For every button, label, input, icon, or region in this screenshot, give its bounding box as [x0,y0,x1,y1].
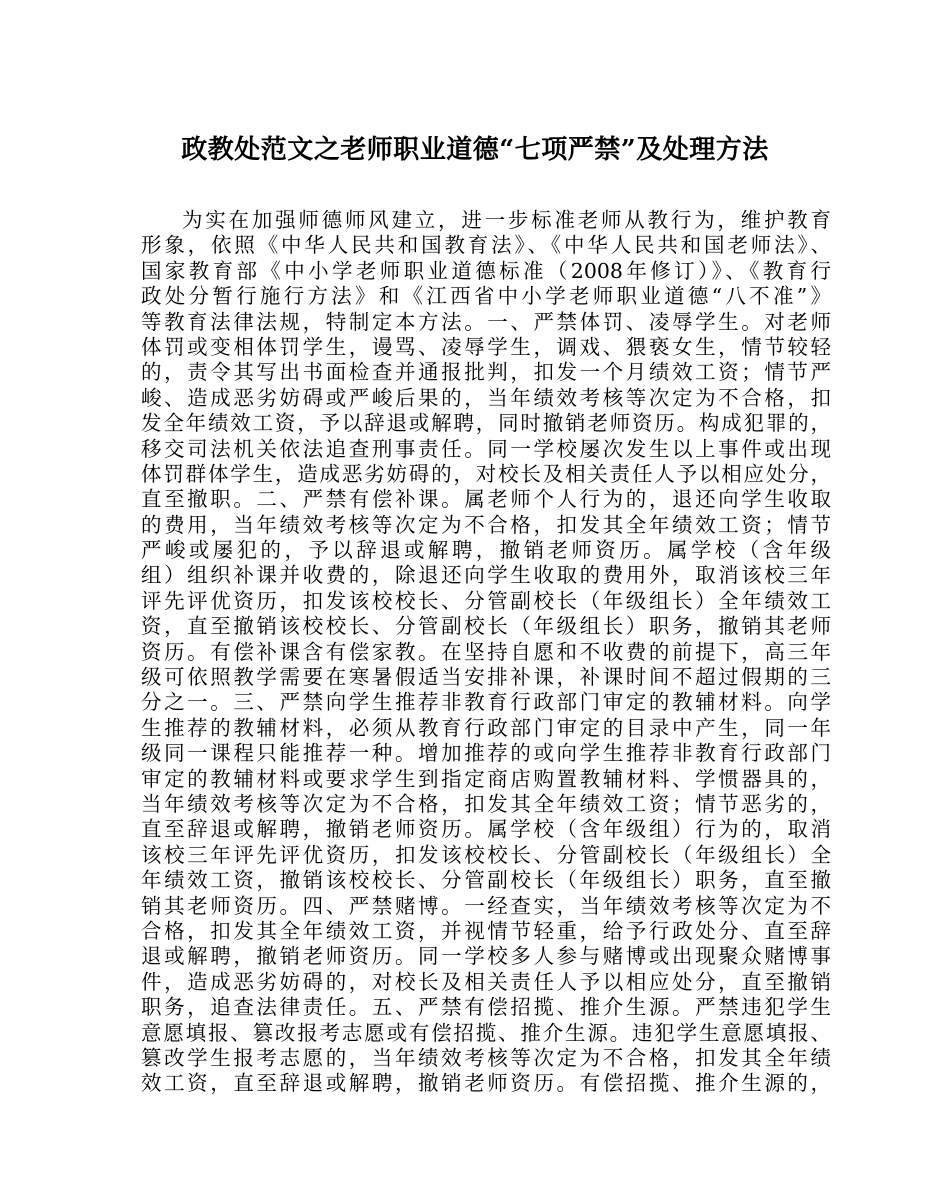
paragraph-line: 政处分暂行施行方法》和《江西省中小学老师职业道德“八不准”》 [141,284,831,309]
paragraph-line: 体罚或变相体罚学生，谩骂、凌辱学生，调戏、猥亵女生，情节较轻 [141,334,831,359]
paragraph-line: 分之一。三、严禁向学生推荐非教育行政部门审定的教辅材料。向学 [141,690,831,715]
paragraph-line: 严峻或屡犯的，予以辞退或解聘，撤销老师资历。属学校（含年级 [141,538,831,563]
paragraph-line: 当年绩效考核等次定为不合格，扣发其全年绩效工资；情节恶劣的， [141,791,831,816]
paragraph-line: 的，责令其写出书面检查并通报批判，扣发一个月绩效工资；情节严 [141,360,831,385]
paragraph-line: 峻、造成恶劣妨碍或严峻后果的，当年绩效考核等次定为不合格，扣 [141,385,831,410]
paragraph-line: 职务，追查法律责任。五、严禁有偿招揽、推介生源。严禁违犯学生 [141,995,831,1020]
paragraph-line: 的费用，当年绩效考核等次定为不合格，扣发其全年绩效工资；情节 [141,512,831,537]
paragraph-line: 国家教育部《中小学老师职业道德标准（2008年修订）》、《教育行 [141,258,831,283]
paragraph-line: 效工资，直至辞退或解聘，撤销老师资历。有偿招揽、推介生源的， [141,1071,831,1096]
paragraph-line: 形象，依照《中华人民共和国教育法》、《中华人民共和国老师法》、 [141,233,831,258]
paragraph-line: 直至撤职。二、严禁有偿补课。属老师个人行为的，退还向学生收取 [141,487,831,512]
paragraph-line: 意愿填报、篡改报考志愿或有偿招揽、推介生源。违犯学生意愿填报、 [141,1020,831,1045]
paragraph-line: 篡改学生报考志愿的，当年绩效考核等次定为不合格，扣发其全年绩 [141,1045,831,1070]
paragraph-line: 退或解聘，撤销老师资历。同一学校多人参与赌博或出现聚众赌博事 [141,944,831,969]
paragraph-line: 组）组织补课并收费的，除退还向学生收取的费用外，取消该校三年 [141,563,831,588]
paragraph-line: 资历。有偿补课含有偿家教。在坚持自愿和不收费的前提下，高三年 [141,639,831,664]
paragraph-line: 合格，扣发其全年绩效工资，并视情节轻重，给予行政处分、直至辞 [141,918,831,943]
paragraph-line: 直至辞退或解聘，撤销老师资历。属学校（含年级组）行为的，取消 [141,817,831,842]
paragraph-line: 审定的教辅材料或要求学生到指定商店购置教辅材料、学惯器具的， [141,766,831,791]
paragraph-line: 等教育法律法规，特制定本方法。一、严禁体罚、凌辱学生。对老师 [141,309,831,334]
paragraph-line: 体罚群体学生，造成恶劣妨碍的，对校长及相关责任人予以相应处分， [141,461,831,486]
paragraph-line: 件，造成恶劣妨碍的，对校长及相关责任人予以相应处分，直至撤销 [141,969,831,994]
paragraph-line: 资，直至撤销该校校长、分管副校长（年级组长）职务，撤销其老师 [141,614,831,639]
paragraph-line: 为实在加强师德师风建立，进一步标准老师从教行为，维护教育 [182,208,831,232]
paragraph-line: 发全年绩效工资，予以辞退或解聘，同时撤销老师资历。构成犯罪的， [141,411,831,436]
paragraph-line: 移交司法机关依法追查刑事责任。同一学校屡次发生以上事件或出现 [141,436,831,461]
paragraph-line: 生推荐的教辅材料，必须从教育行政部门审定的目录中产生，同一年 [141,715,831,740]
paragraph-line: 该校三年评先评优资历，扣发该校校长、分管副校长（年级组长）全 [141,842,831,867]
paragraph-line: 评先评优资历，扣发该校校长、分管副校长（年级组长）全年绩效工 [141,588,831,613]
document-body [141,208,831,1097]
paragraph-line: 销其老师资历。四、严禁赌博。一经查实，当年绩效考核等次定为不 [141,893,831,918]
paragraph-line: 级可依照教学需要在寒暑假适当安排补课，补课时间不超过假期的三 [141,665,831,690]
document-title: 政教处范文之老师职业道德“七项严禁”及处理方法 [181,135,769,165]
paragraph-line: 年绩效工资，撤销该校校长、分管副校长（年级组长）职务，直至撤 [141,868,831,893]
paragraph-line: 级同一课程只能推荐一种。增加推荐的或向学生推荐非教育行政部门 [141,741,831,766]
